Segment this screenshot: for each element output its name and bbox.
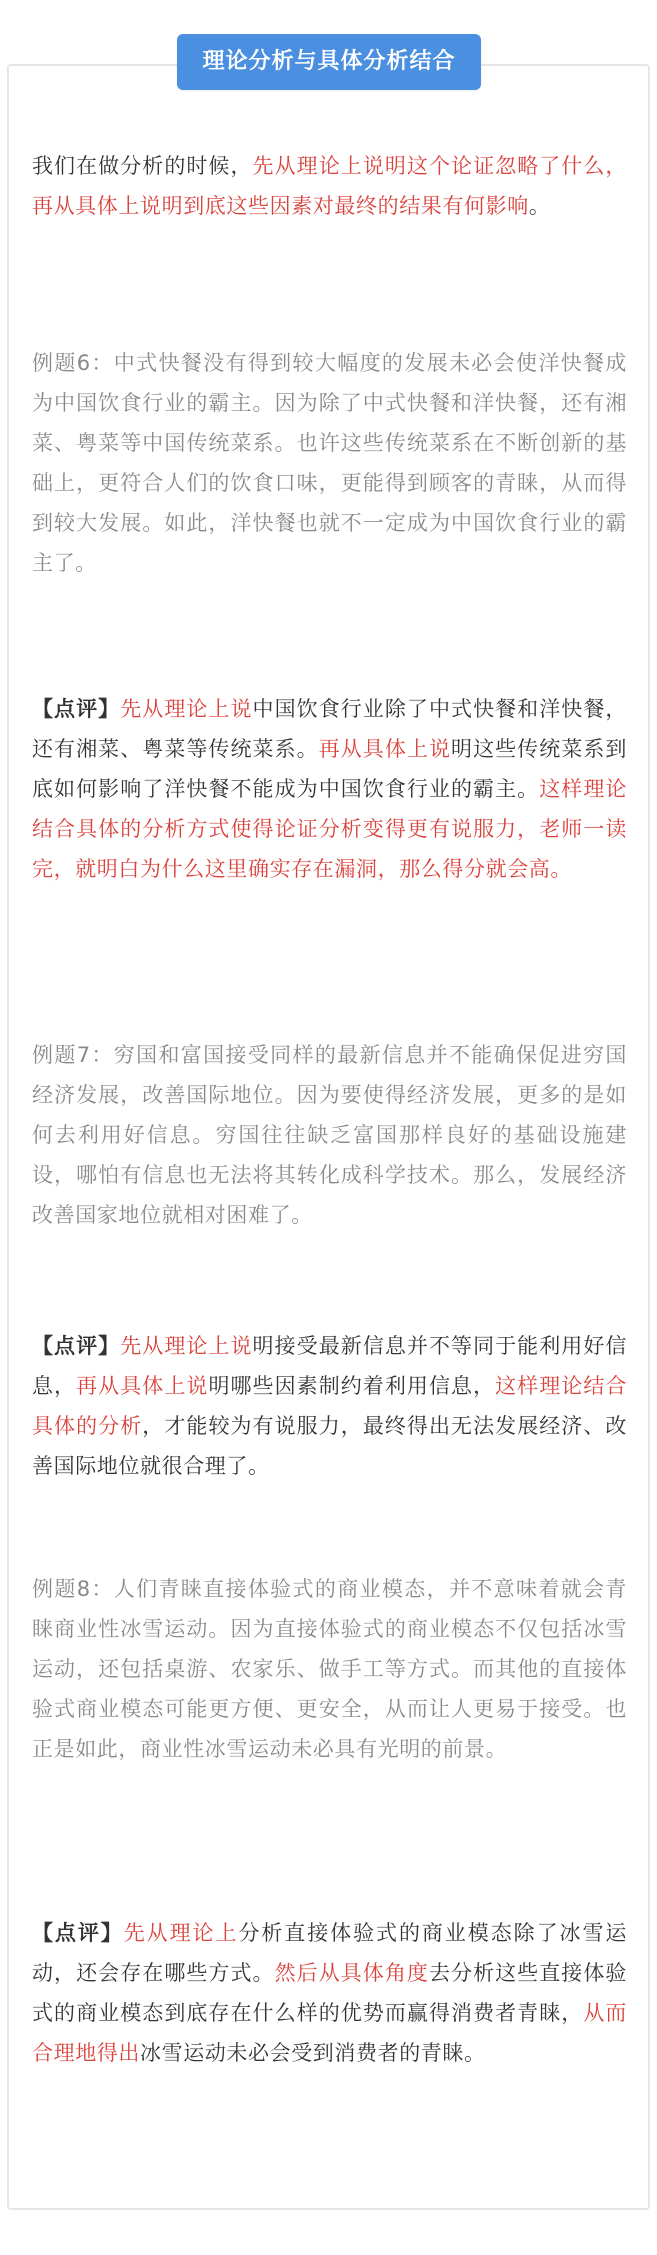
comment-6-paragraph (32, 689, 627, 889)
comment-6-text-2: 中国饮食行业除了中式快餐和洋快餐，还有湘菜、粤菜等 (32, 697, 627, 761)
comment-7-paragraph (32, 1326, 627, 1486)
example-8-paragraph: 例题8：人们青睐直接体验式的商业模态，并不意味着就会青睐商业性冰雪运动。因为直接体验式的商业模态不仅包括冰雪运动，还包括桌游、农家乐、做手工等方式。而其他的直接体验式商业模态可能更方便、更安全，从而让人更易于接受。也正是如此，商业性冰雪运动未必具有光明的前景。 (32, 1577, 627, 1761)
comment-6-highlight-1: 先从理论上说 (120, 697, 253, 721)
intro-highlight: 先从理论上说明这个论证忽略了什么，再从具体上说明到底这些因素对最终的结果有何影响 (32, 154, 628, 218)
comment-7-text-4: 明哪些因素制约着利用信息， (208, 1374, 496, 1398)
intro-text-1: 我们在做分析的时候， (32, 154, 253, 178)
comment-7-highlight-2: 再从具体上说 (76, 1374, 209, 1398)
comment-8-text-2: 分析直接体验式的商业模态除了冰雪运动，还会存在哪些方式。 (32, 1921, 628, 1985)
comment-8-highlight-2: 然后从具体角度 (274, 1961, 429, 1985)
comment-6-text-5: 明这些传统菜系到底如何影响了洋快餐不能成为中国饮食行业的霸主。 (32, 737, 627, 801)
comment-8-text-6: 冰雪运动未必会受到消费者的青睐。 (140, 2041, 486, 2065)
comment-8-paragraph (32, 1913, 627, 2073)
comment-6-highlight-2: 再从具体上说 (318, 737, 452, 761)
comment-7-text-2: 明接受最新信息并不等同于能利用好信息， (32, 1334, 627, 1398)
comment-8-highlight-1: 先从理论上 (123, 1921, 239, 1945)
intro-paragraph (32, 146, 627, 226)
comment-7-text-6: ，才能较为有说服力，最终得出无法发展经济、改善国际地位就很合理了。 (32, 1414, 628, 1478)
example-6-paragraph: 例题6：中式快餐没有得到较大幅度的发展未必会使洋快餐成为中国饮食行业的霸主。因为除了中式快餐和洋快餐，还有湘菜、粤菜等中国传统菜系。也许这些传统菜系在不断创新的基础上，更符合人们的饮食口味，更能得到顾客的青睐，从而得到较大发展。如此，洋快餐也就不一定成为中国饮食行业的霸主了。 (32, 351, 627, 575)
comment-7-highlight-3: 这样理论结合具体的分析 (32, 1374, 627, 1438)
comment-8-text-4: 去分析这些直接体验式的商业模态到底存在什么样的优势而赢得消费者青睐， (32, 1961, 627, 2025)
comment-7-tag: 【点评】 (32, 1334, 121, 1358)
comment-6-text-3: 传统菜系。 (208, 737, 319, 761)
section-title-badge: 理论分析与具体分析结合 (177, 34, 481, 90)
comment-8-tag: 【点评】 (32, 1921, 124, 1945)
intro-text-3: 。 (528, 194, 551, 218)
comment-6-highlight-3: 这样理论结合具体的分析方式使得论证分析变得更有说服力，老师一读完，就明白为什么这里确实存在漏洞，那么得分就会高。 (32, 777, 627, 881)
comment-6-tag: 【点评】 (32, 697, 121, 721)
comment-8-highlight-3: 从而合理地得出 (32, 2001, 627, 2065)
example-7-paragraph: 例题7：穷国和富国接受同样的最新信息并不能确保促进穷国经济发展，改善国际地位。因为要使得经济发展，更多的是如何去利用好信息。穷国往往缺乏富国那样良好的基础设施建设，哪怕有信息也无法将其转化成科学技术。那么，发展经济改善国家地位就相对困难了。 (32, 1043, 627, 1227)
comment-7-highlight-1: 先从理论上说 (120, 1334, 253, 1358)
